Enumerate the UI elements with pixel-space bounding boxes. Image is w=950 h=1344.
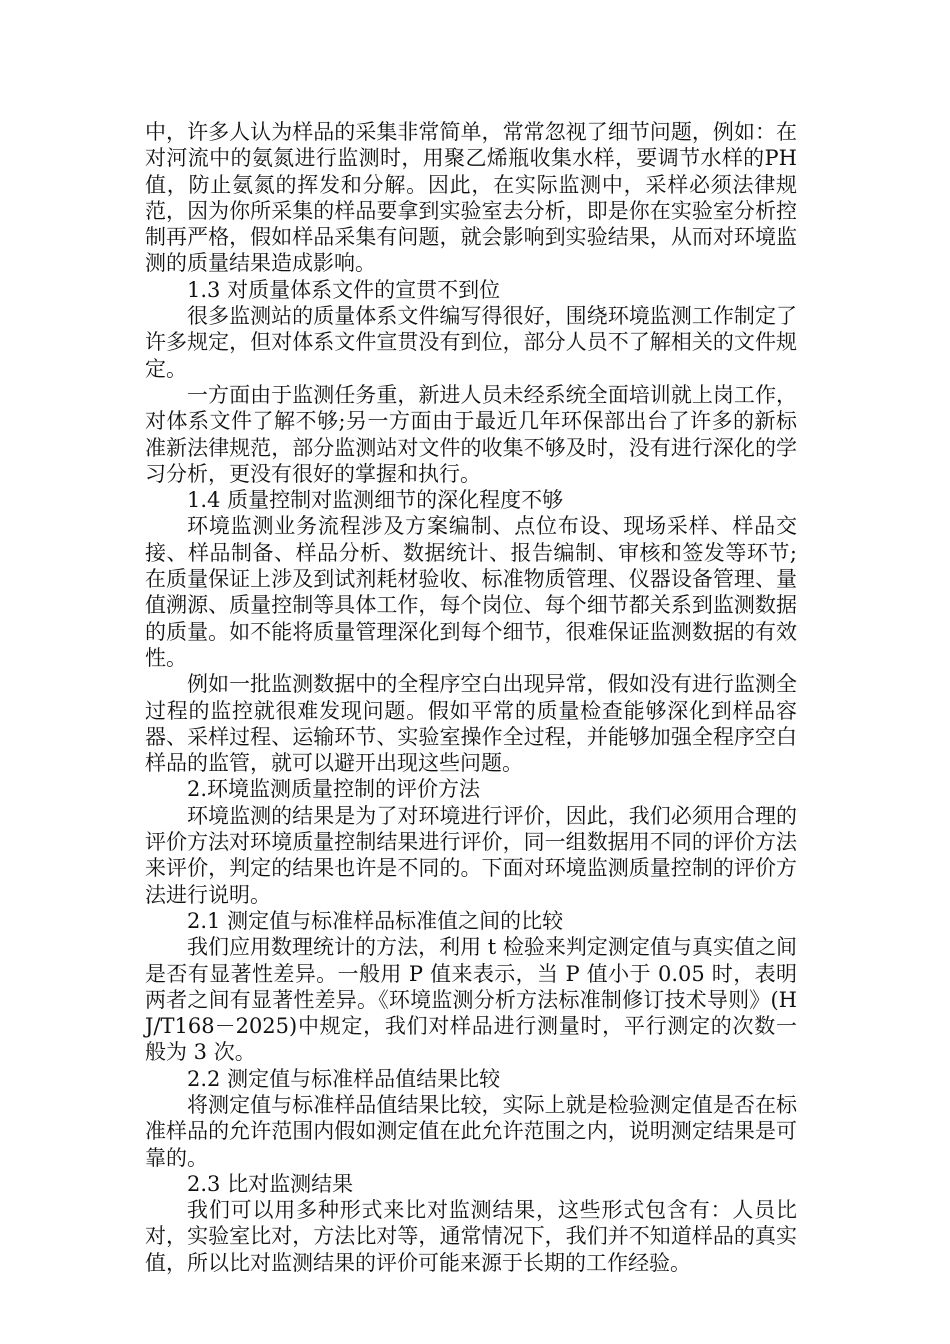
section-heading-2-3: 2.3 比对监测结果 — [187, 1171, 354, 1196]
section-heading-2-1: 2.1 测定值与标准样品标准值之间的比较 — [187, 908, 564, 933]
paragraph-comparison: 我们可以用多种形式来比对监测结果，这些形式包含有：人员比对，实验室比对，方法比对等，通常情况下，我们并不知道样品的真实值，所以比对监测结果的评价可能来源于长期的工作经验。 — [145, 1198, 797, 1275]
paragraph-quality-docs: 很多监测站的质量体系文件编写得很好，围绕环境监测工作制定了许多规定，但对体系文件宣贯没有到位，部分人员不了解相关的文件规定。 — [145, 304, 797, 381]
paragraph-workflow: 环境监测业务流程涉及方案编制、点位布设、现场采样、样品交接、样品制备、样品分析、数据统计、报告编制、审核和签发等环节;在质量保证上涉及到试剂耗材验收、标准物质管理、仪器设备管理、量值溯源、质量控制等具体工作，每个岗位、每个细节都关系到监测数据的质量。如不能将质量管理深化到每个细节，很难保证监测数据的有效性。 — [145, 514, 797, 670]
paragraph-training: 一方面由于监测任务重，新进人员未经系统全面培训就上岗工作，对体系文件了解不够;另一方面由于最近几年环保部出台了许多的新标准新法律规范，部分监测站对文件的收集不够及时，没有进行深化的学习分析，更没有很好的掌握和执行。 — [145, 382, 797, 486]
paragraph-standard-compare: 将测定值与标准样品值结果比较，实际上就是检验测定值是否在标准样品的允许范围内假如测定值在此允许范围之内，说明测定结果是可靠的。 — [145, 1092, 797, 1170]
paragraph-t-test: 我们应用数理统计的方法，利用 t 检验来判定测定值与真实值之间是否有显著性差异。一般用 P 值来表示，当 P 值小于 0.05 时，表明两者之间有显著性差异。《环境监测分析方法标准制修订技术导则》(HJ/T168－2025)中规定，我们对样品进行测量时，平行测定的次数一般为 3 次。 — [145, 935, 797, 1065]
section-heading-1-3: 1.3 对质量体系文件的宣贯不到位 — [187, 277, 501, 302]
paragraph-sampling-detail: 中，许多人认为样品的采集非常简单，常常忽视了细节问题，例如：在对河流中的氨氮进行监测时，用聚乙烯瓶收集水样，要调节水样的PH值，防止氨氮的挥发和分解。因此，在实际监测中，采样必须法律规范，因为你所采集的样品要拿到实验室去分析，即是你在实验室分析控制再严格，假如样品采集有问题，就会影响到实验结果，从而对环境监测的质量结果造成影响。 — [145, 120, 797, 276]
paragraph-evaluation: 环境监测的结果是为了对环境进行评价，因此，我们必须用合理的评价方法对环境质量控制结果进行评价，同一组数据用不同的评价方法来评价，判定的结果也许是不同的。下面对环境监测质量控制的评价方法进行说明。 — [145, 803, 797, 907]
section-heading-2-2: 2.2 测定值与标准样品值结果比较 — [187, 1066, 501, 1091]
paragraph-blank-example: 例如一批监测数据中的全程序空白出现异常，假如没有进行监测全过程的监控就很难发现问题。假如平常的质量检查能够深化到样品容器、采样过程、运输环节、实验室操作全过程，并能够加强全程序空白样品的监管，就可以避开出现这些问题。 — [145, 672, 797, 776]
section-heading-1-4: 1.4 质量控制对监测细节的深化程度不够 — [187, 488, 564, 513]
document-page — [145, 119, 797, 1276]
section-heading-2: 2.环境监测质量控制的评价方法 — [187, 777, 481, 802]
